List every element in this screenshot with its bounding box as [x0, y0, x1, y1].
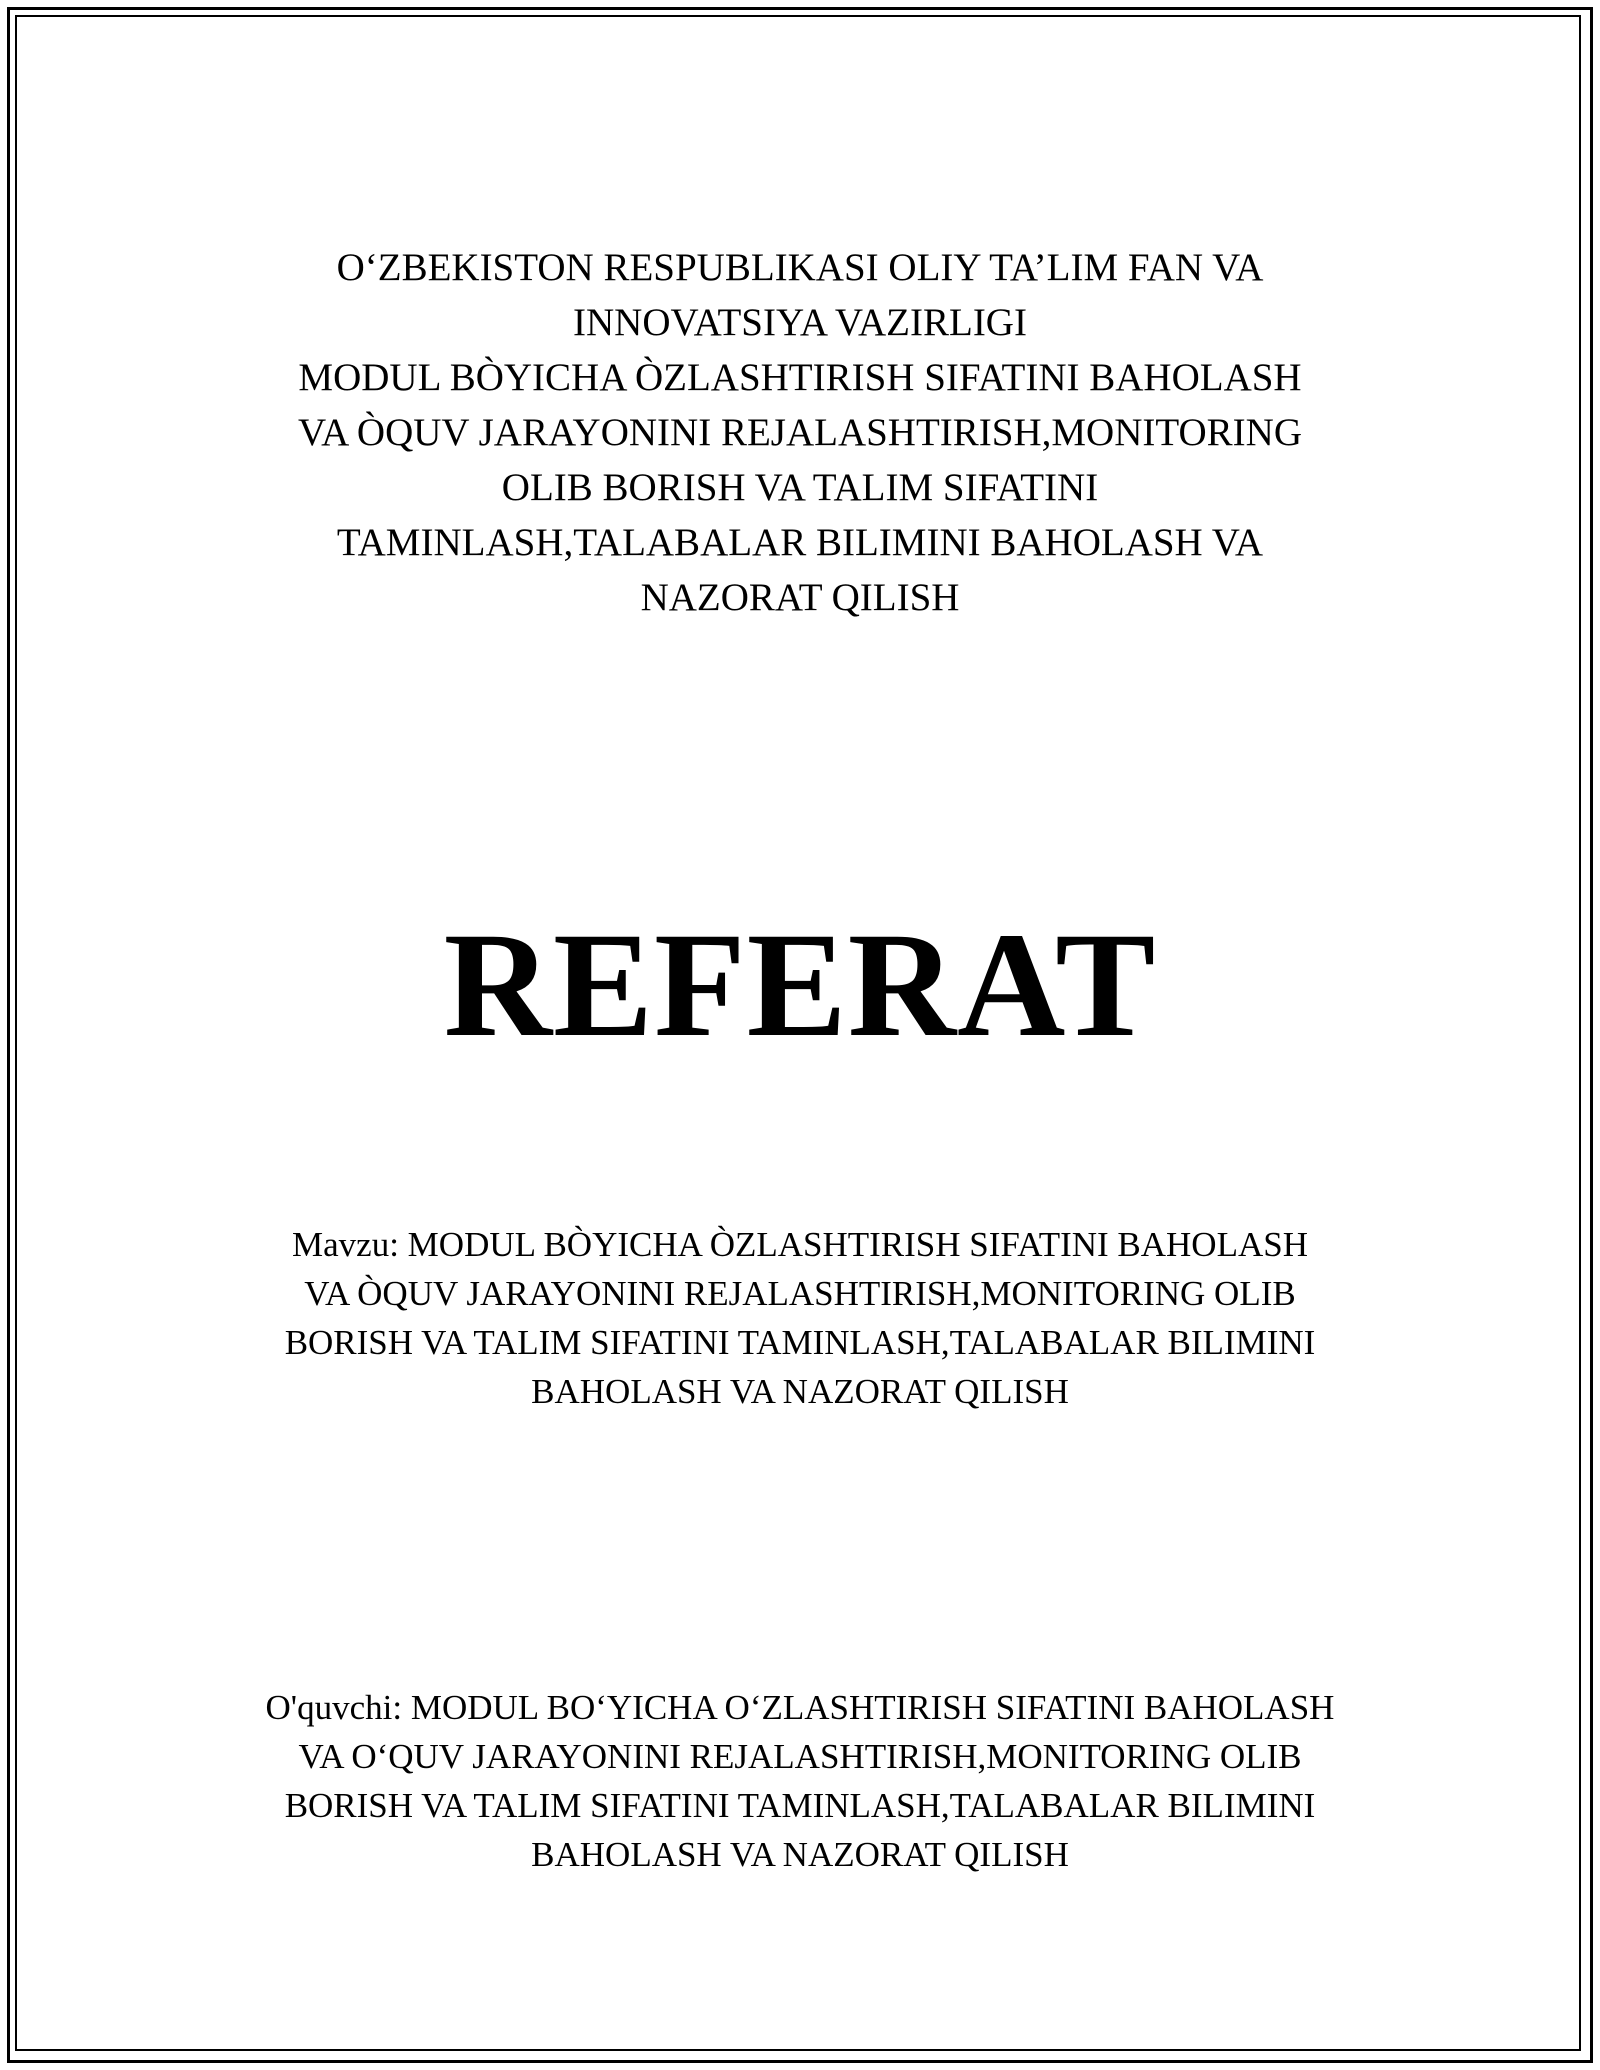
topic-line: BAHOLASH VA NAZORAT QILISH [531, 1372, 1069, 1411]
student-block [200, 1683, 1400, 1879]
student-line: O'quvchi: MODUL BO‘YICHA O‘ZLASHTIRISH SIFATINI BAHOLASH [265, 1688, 1335, 1727]
student-line: BORISH VA TALIM SIFATINI TAMINLASH,TALABALAR BILIMINI [284, 1786, 1316, 1825]
document-title: REFERAT [443, 902, 1157, 1068]
header-line: VA ÒQUV JARAYONINI REJALASHTIRISH,MONITORING [298, 411, 1302, 454]
topic-line: VA ÒQUV JARAYONINI REJALASHTIRISH,MONITORING OLIB [304, 1274, 1296, 1313]
header-line: TAMINLASH,TALABALAR BILIMINI BAHOLASH VA [336, 521, 1264, 564]
header-line: O‘ZBEKISTON RESPUBLIKASI OLIY TA’LIM FAN VA [336, 246, 1264, 289]
header-line: NAZORAT QILISH [640, 576, 960, 619]
student-line: VA O‘QUV JARAYONINI REJALASHTIRISH,MONITORING OLIB [298, 1737, 1302, 1776]
header-line: INNOVATSIYA VAZIRLIGI [573, 301, 1027, 344]
ministry-header [200, 240, 1400, 625]
topic-line: BORISH VA TALIM SIFATINI TAMINLASH,TALABALAR BILIMINI [284, 1323, 1316, 1362]
topic-line: Mavzu: MODUL BÒYICHA ÒZLASHTIRISH SIFATINI BAHOLASH [292, 1225, 1308, 1264]
student-line: BAHOLASH VA NAZORAT QILISH [531, 1835, 1069, 1874]
header-line: OLIB BORISH VA TALIM SIFATINI [501, 466, 1099, 509]
topic-block [200, 1220, 1400, 1416]
header-line: MODUL BÒYICHA ÒZLASHTIRISH SIFATINI BAHOLASH [298, 356, 1302, 399]
